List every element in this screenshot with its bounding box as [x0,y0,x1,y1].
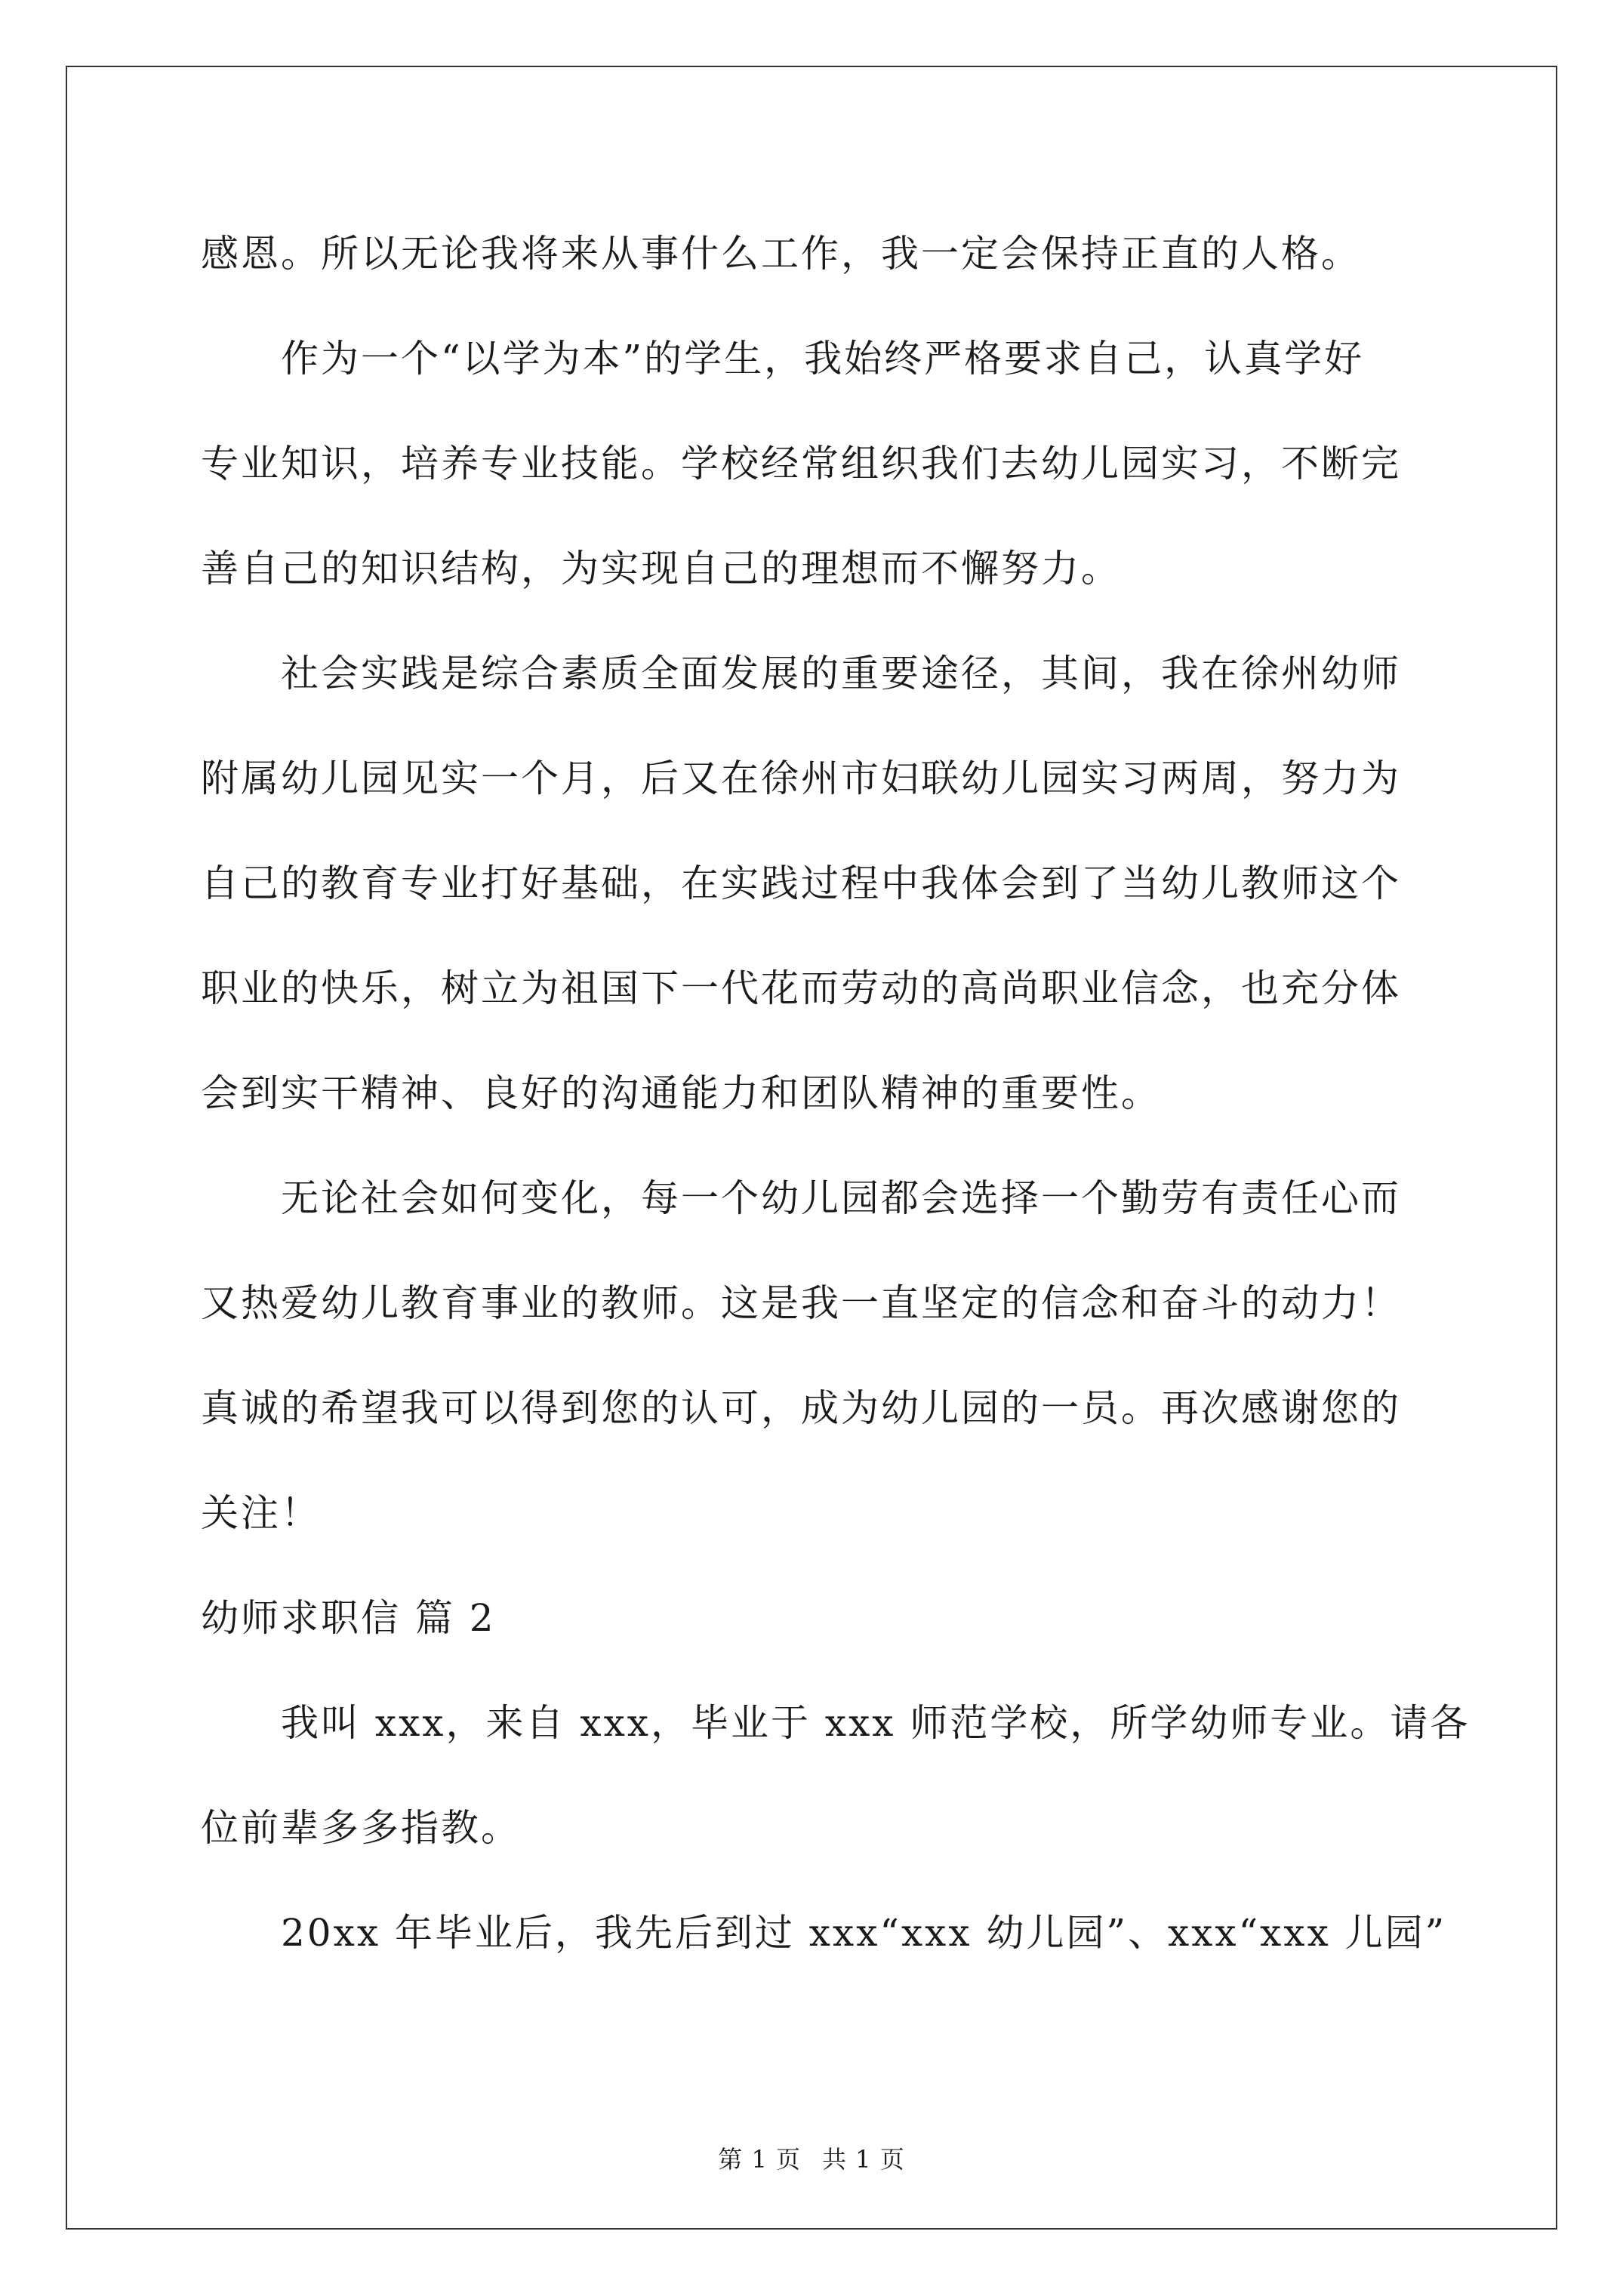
page-footer [0,2144,1623,2174]
text-line: 善自己的知识结构，为实现自己的理想而不懈努力。 [201,547,1121,590]
paragraph-start: 作为一个“以学为本”的学生，我始终严格要求自己，认真学好 [281,337,1365,381]
text-line: 职业的快乐，树立为祖国下一代花而劳动的高尚职业信念，也充分体 [201,966,1401,1010]
text-line: 关注！ [201,1491,321,1535]
text-line: 自己的教育专业打好基础，在实践过程中我体会到了当幼儿教师这个 [201,861,1401,905]
text-line: 感恩。所以无论我将来从事什么工作，我一定会保持正直的人格。 [201,232,1361,276]
paragraph-start: 20xx 年毕业后，我先后到过 xxx“xxx 幼儿园”、xxx“xxx 儿园” [281,1911,1447,1955]
page-number-current: 第 1 页 [718,2145,801,2174]
text-line: 附属幼儿园见实一个月，后又在徐州市妇联幼儿园实习两周，努力为 [201,757,1401,800]
section-heading: 幼师求职信 篇 2 [201,1596,496,1640]
paragraph-start: 无论社会如何变化，每一个幼儿园都会选择一个勤劳有责任心而 [281,1176,1401,1220]
text-line: 专业知识，培养专业技能。学校经常组织我们去幼儿园实习，不断完 [201,442,1401,485]
text-line: 会到实干精神、良好的沟通能力和团队精神的重要性。 [201,1071,1161,1115]
page-border [66,66,1557,2230]
text-line: 真诚的希望我可以得到您的认可，成为幼儿园的一员。再次感谢您的 [201,1386,1401,1430]
page-number-total: 共 1 页 [822,2145,905,2174]
paragraph-start: 我叫 xxx，来自 xxx，毕业于 xxx 师范学校，所学幼师专业。请各 [281,1701,1471,1745]
text-line: 又热爱幼儿教育事业的教师。这是我一直坚定的信念和奋斗的动力！ [201,1281,1401,1325]
paragraph-start: 社会实践是综合素质全面发展的重要途径，其间，我在徐州幼师 [281,652,1401,695]
text-line: 位前辈多多指教。 [201,1806,521,1850]
